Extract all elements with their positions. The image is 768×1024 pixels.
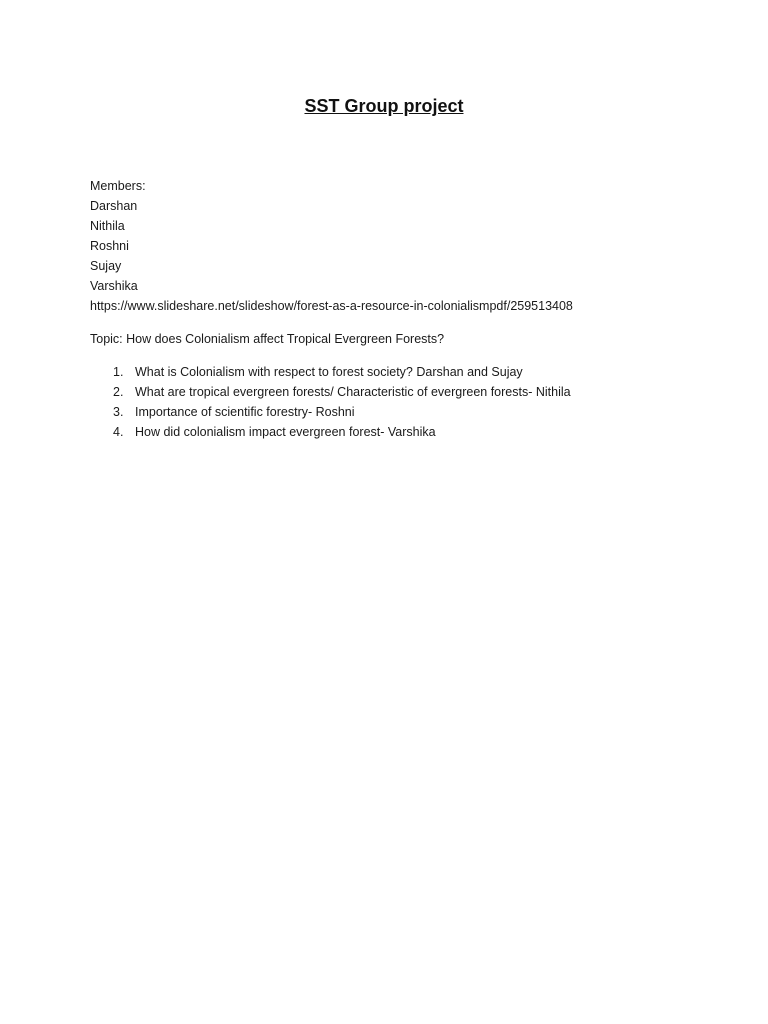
list-number: 2. [113, 385, 124, 399]
list-item [90, 422, 571, 442]
document-title: SST Group project [304, 96, 464, 116]
task-list [90, 362, 571, 442]
list-item-text: What is Colonialism with respect to forest society? Darshan and Sujay [135, 365, 523, 379]
members-section [90, 176, 573, 316]
member-name: Nithila [90, 219, 125, 233]
list-number: 4. [113, 425, 124, 439]
member-name: Darshan [90, 199, 138, 213]
list-item [90, 402, 571, 422]
member-name: Sujay [90, 259, 122, 273]
members-label: Members: [90, 179, 146, 193]
list-number: 3. [113, 405, 124, 419]
member-name: Varshika [90, 279, 138, 293]
list-item-text: How did colonialism impact evergreen forest- Varshika [135, 425, 436, 439]
list-item-text: What are tropical evergreen forests/ Characteristic of evergreen forests- Nithila [135, 385, 571, 399]
member-name: Roshni [90, 239, 129, 253]
list-number: 1. [113, 365, 124, 379]
list-item [90, 362, 571, 382]
reference-link: https://www.slideshare.net/slideshow/forest-as-a-resource-in-colonialismpdf/259513408 [90, 299, 573, 313]
list-item-text: Importance of scientific forestry- Roshni [135, 405, 355, 419]
list-item [90, 382, 571, 402]
topic-line: Topic: How does Colonialism affect Tropical Evergreen Forests? [90, 332, 445, 346]
